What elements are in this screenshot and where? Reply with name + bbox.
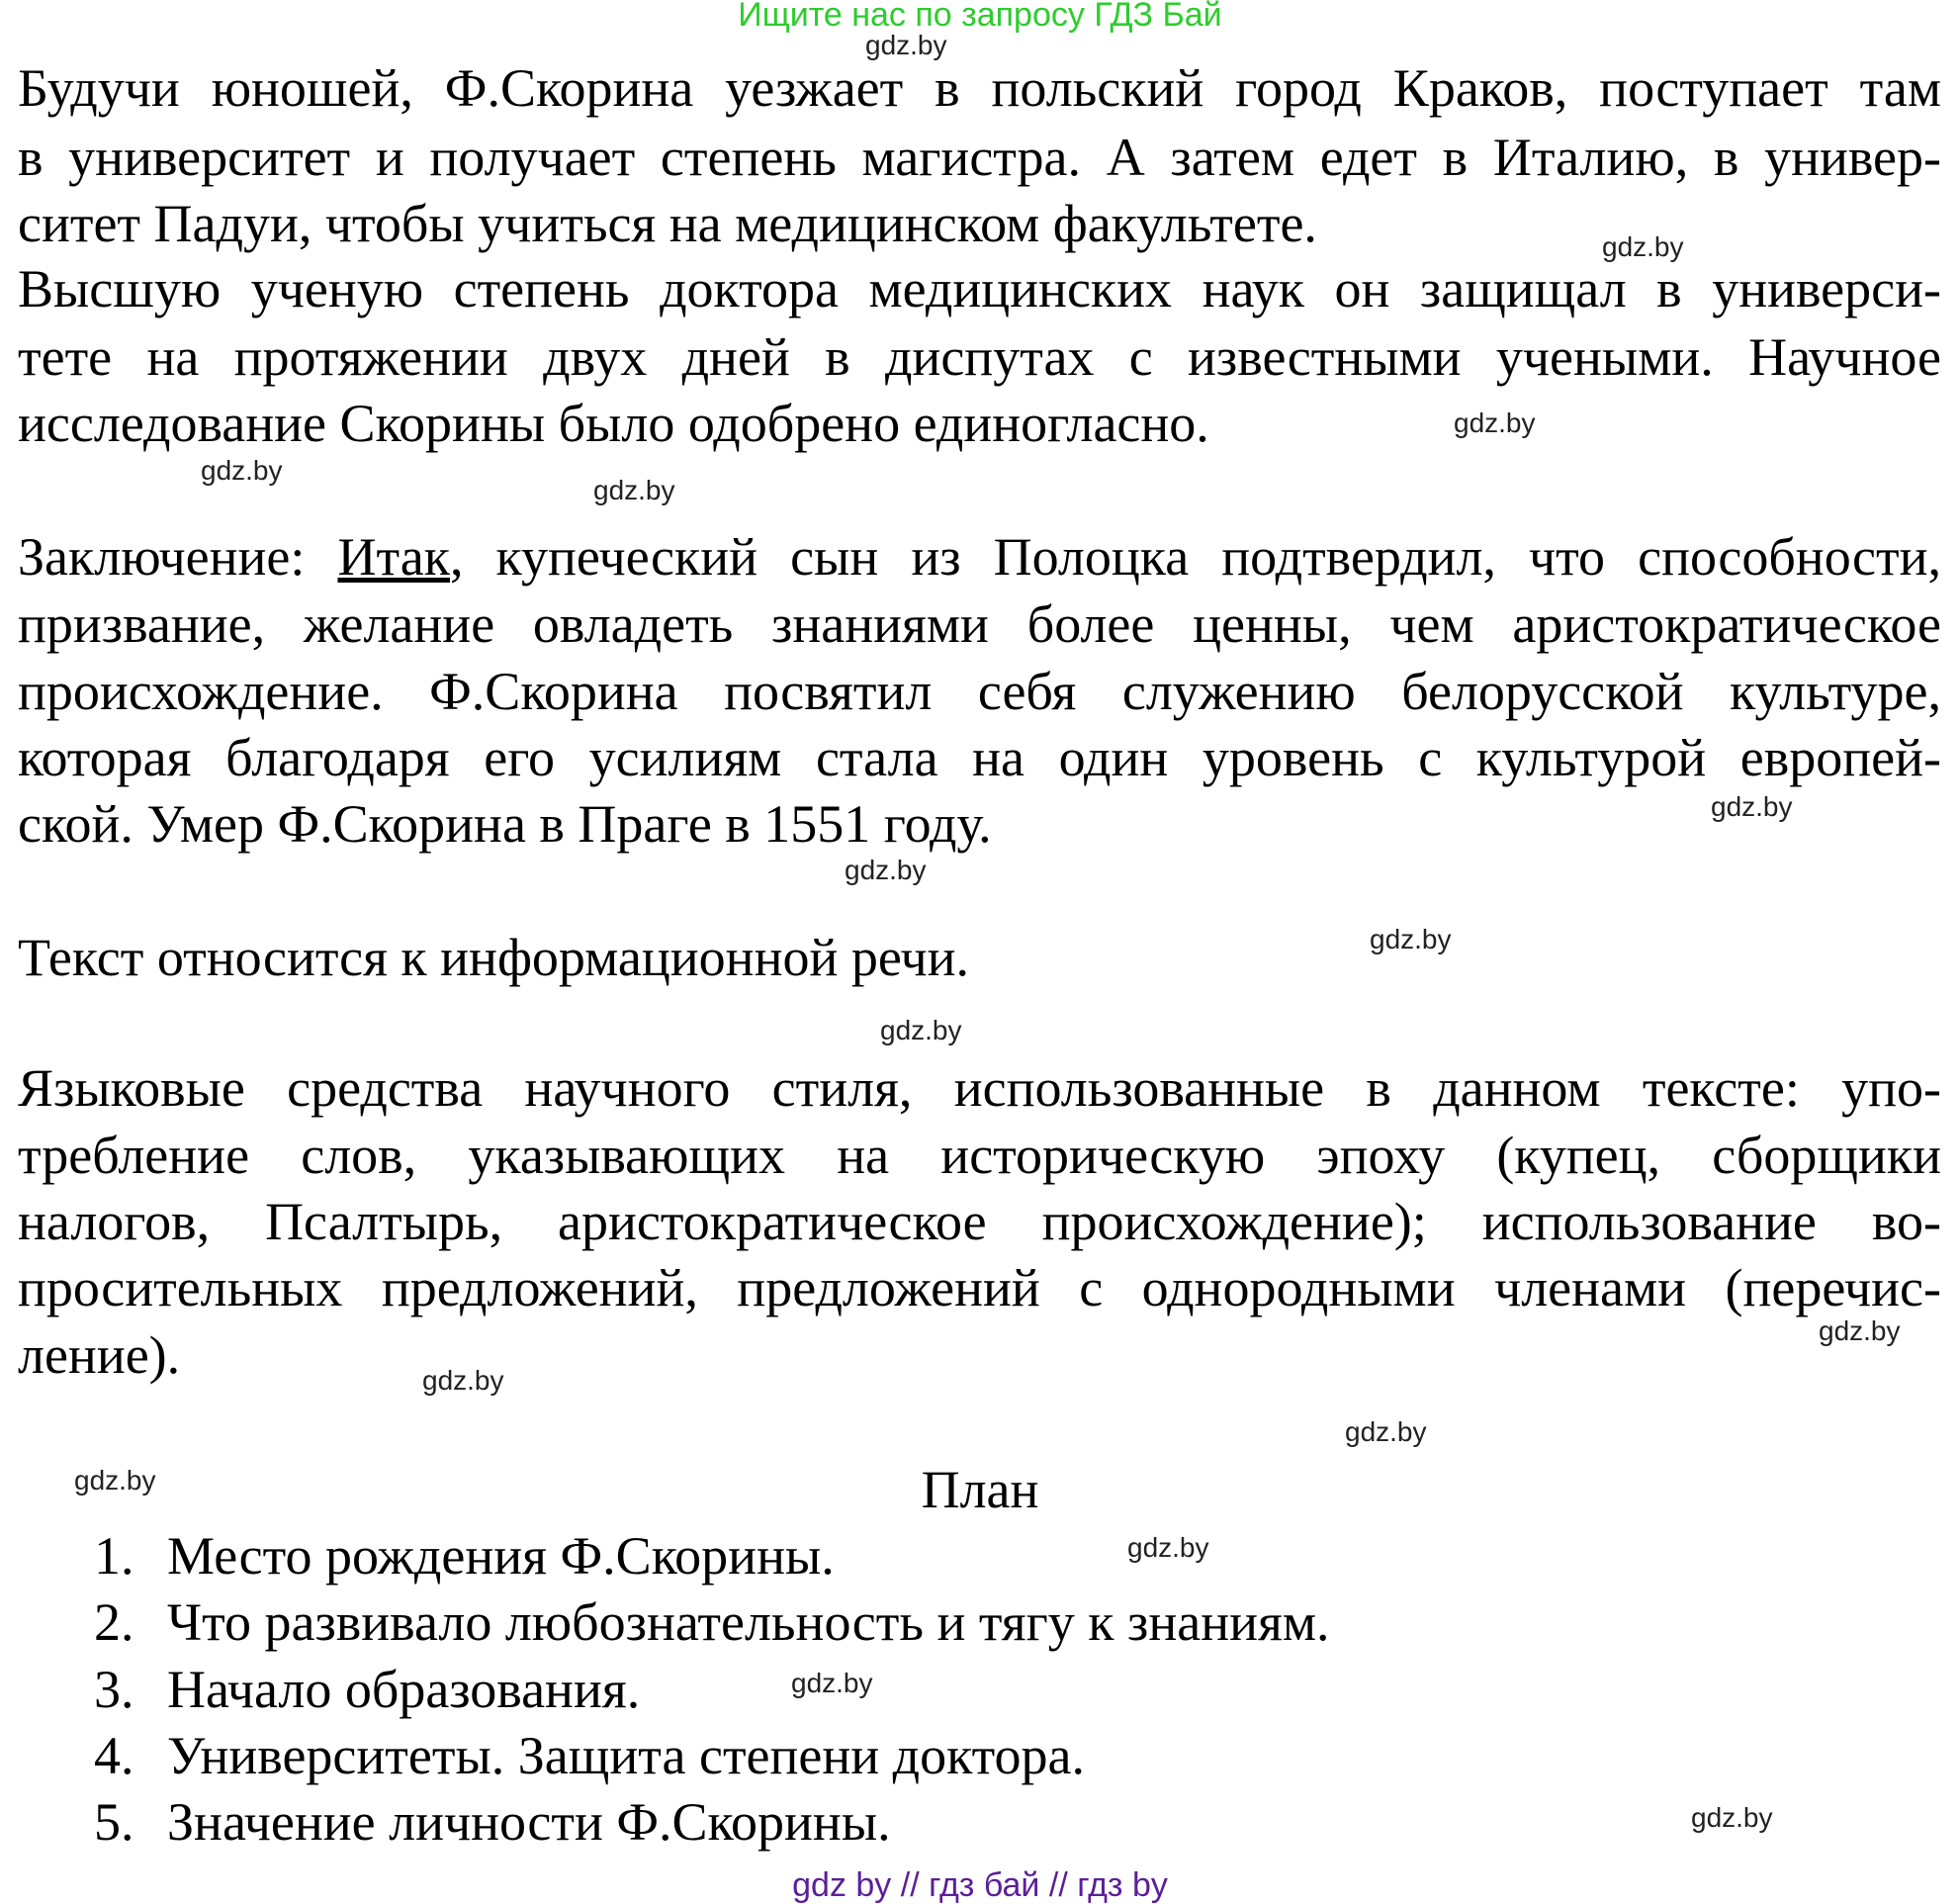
- watermark: gdz.by: [865, 30, 947, 60]
- watermark: gdz.by: [1819, 1315, 1901, 1346]
- watermark: gdz.by: [1454, 408, 1536, 438]
- watermark: gdz.by: [791, 1668, 873, 1698]
- watermark: gdz.by: [1370, 924, 1452, 954]
- paragraph-line: Будучи юношей, Ф.Скорина уезжает в польский город Краков, поступает там: [18, 57, 1941, 118]
- plan-item-number: 1.: [94, 1525, 134, 1586]
- paragraph-line: Высшую ученую степень доктора медицинских наук он защищал в универси-: [18, 259, 1941, 319]
- plan-item-text: Что развивало любознательность и тягу к знаниям.: [167, 1592, 1330, 1653]
- watermark: gdz.by: [422, 1365, 504, 1396]
- plan-item-number: 5.: [94, 1792, 134, 1853]
- watermark: gdz.by: [1711, 791, 1793, 822]
- paragraph-line: просительных предложений, предложений с однородными членами (перечис-: [18, 1258, 1941, 1318]
- plan-item-text: Начало образования.: [167, 1659, 641, 1719]
- watermark: gdz.by: [1127, 1532, 1209, 1563]
- paragraph-line: ской. Умер Ф.Скорина в Праге в 1551 году.: [18, 794, 992, 855]
- plan-item-number: 4.: [94, 1725, 134, 1785]
- plan-item-text: Место рождения Ф.Скорины.: [167, 1525, 835, 1586]
- paragraph-line: в университет и получает степень магистра. А затем едет в Италию, в универ-: [18, 127, 1941, 187]
- plan-item-text: Значение личности Ф.Скорины.: [167, 1792, 891, 1853]
- plan-item-text: Университеты. Защита степени доктора.: [167, 1725, 1086, 1785]
- watermark: gdz.by: [1602, 231, 1684, 262]
- paragraph-line: требление слов, указывающих на историческую эпоху (купец, сборщики: [18, 1125, 1941, 1185]
- paragraph-line: призвание, желание овладеть знаниями более ценны, чем аристократическое: [18, 594, 1941, 655]
- watermark: gdz.by: [880, 1015, 962, 1045]
- watermark: gdz.by: [593, 475, 675, 505]
- watermark: gdz.by: [74, 1465, 156, 1496]
- plan-item-number: 2.: [94, 1592, 134, 1653]
- plan-item-number: 3.: [94, 1659, 134, 1719]
- paragraph-line: [18, 526, 1942, 587]
- paragraph-line: ситет Падуи, чтобы учиться на медицинском факультете.: [18, 194, 1317, 254]
- footer-watermark: gdz by // гдз бай // гдз by: [792, 1866, 1168, 1904]
- paragraph-line: которая благодаря его усилиям стала на один уровень с культурой европей-: [18, 728, 1941, 788]
- paragraph-line: происхождение. Ф.Скорина посвятил себя служению белорусской культуре,: [18, 661, 1941, 721]
- paragraph-line: ление).: [18, 1324, 181, 1385]
- text-span: Заключение:: [18, 526, 338, 587]
- search-banner: Ищите нас по запросу ГДЗ Бай: [738, 0, 1222, 34]
- watermark: gdz.by: [201, 455, 283, 486]
- plan-title: План: [921, 1459, 1039, 1519]
- paragraph-line: исследование Скорины было одобрено единогласно.: [18, 394, 1209, 454]
- underlined-word: Итак: [337, 526, 450, 587]
- paragraph-line: налогов, Псалтырь, аристократическое происхождение); использование во-: [18, 1191, 1941, 1251]
- paragraph-line: Текст относится к информационной речи.: [18, 928, 970, 988]
- paragraph-line: Языковые средства научного стиля, использованные в данном тексте: упо-: [18, 1058, 1941, 1119]
- watermark: gdz.by: [1345, 1416, 1427, 1447]
- watermark: gdz.by: [1691, 1802, 1773, 1833]
- watermark: gdz.by: [845, 855, 927, 885]
- paragraph-line: тете на протяжении двух дней в диспутах с известными учеными. Научное: [18, 326, 1941, 387]
- text-span: , купеческий сын из Полоцка подтвердил, что способности,: [449, 526, 1942, 587]
